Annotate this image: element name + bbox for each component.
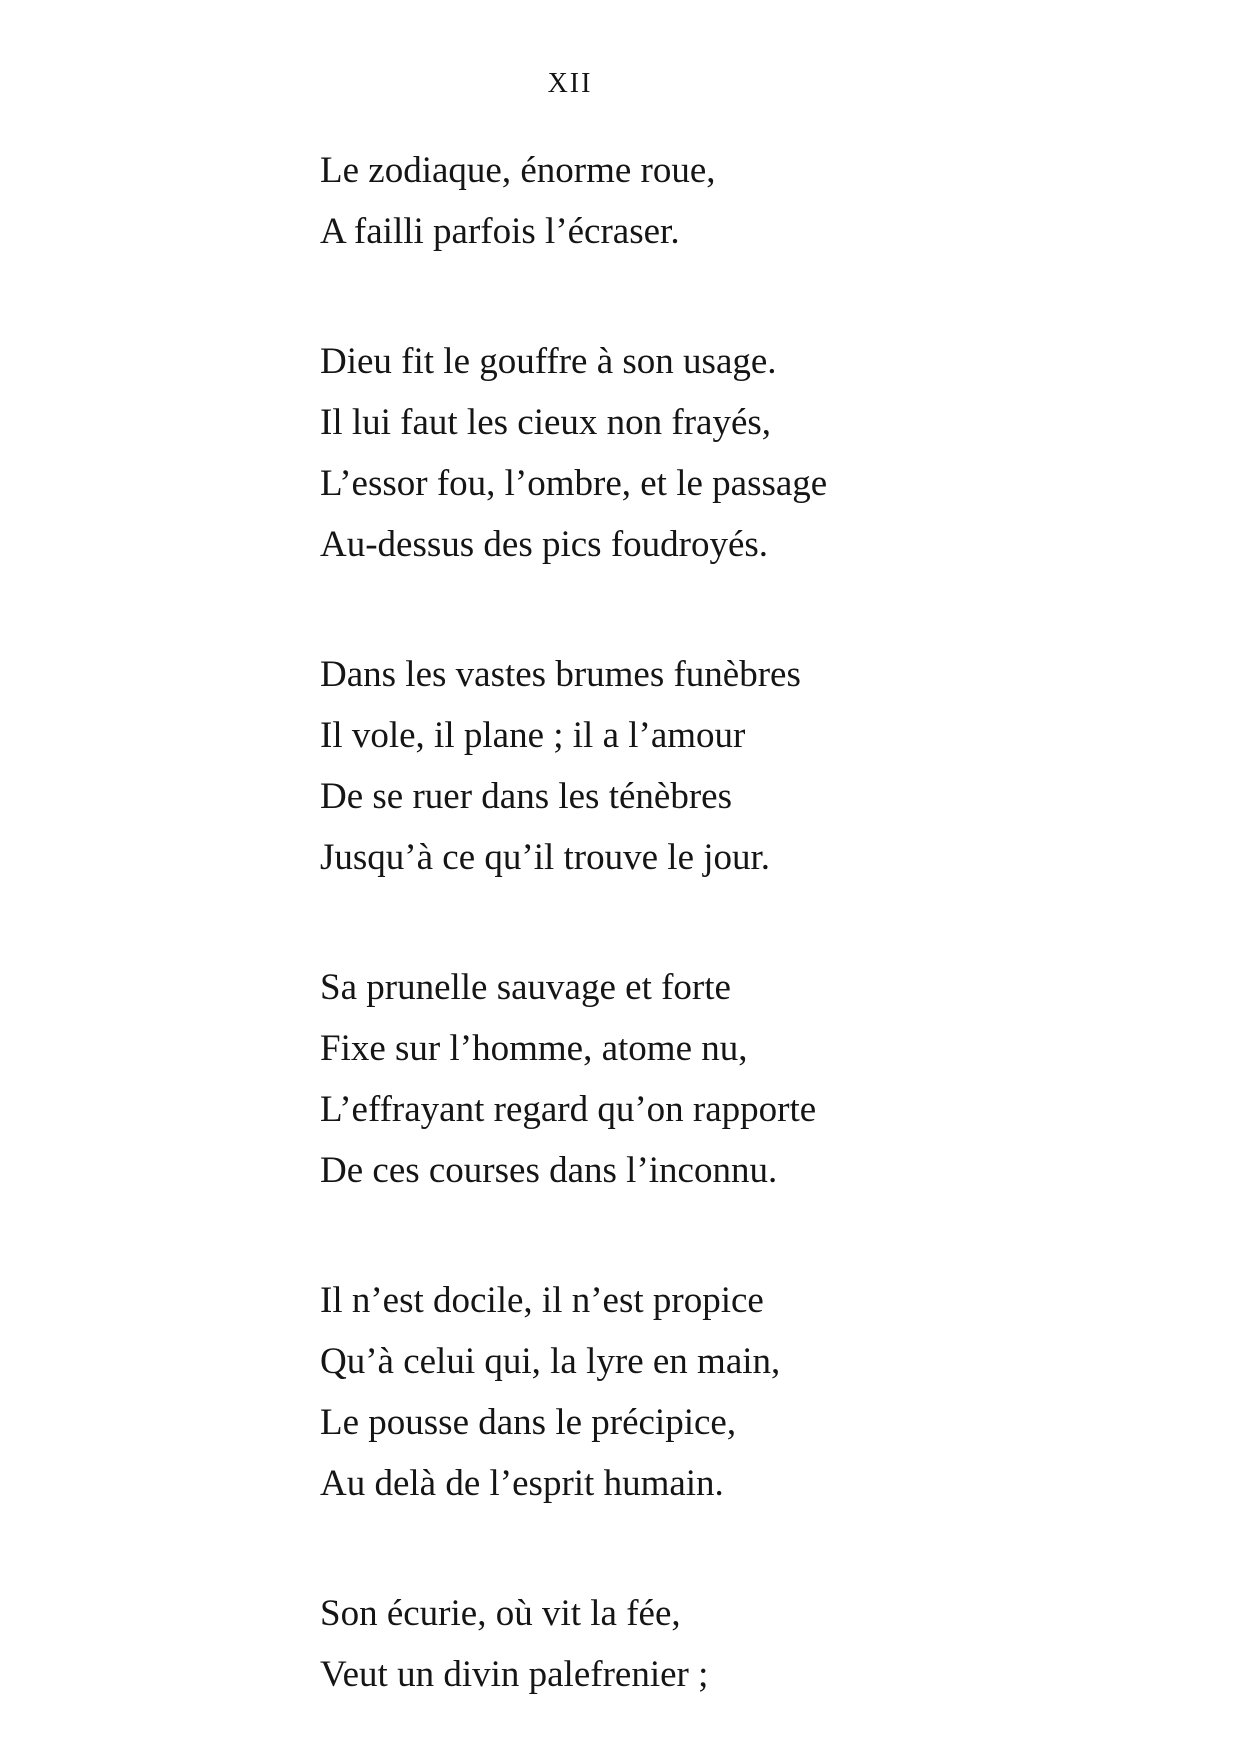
- poem-line: Le zodiaque, énorme roue,: [320, 150, 716, 191]
- poem-line: Fixe sur l’homme, atome nu,: [320, 1028, 748, 1069]
- stanza-2: [320, 331, 1220, 575]
- poem-line: Il n’est docile, il n’est propice: [320, 1280, 764, 1321]
- poem-line: A failli parfois l’écraser.: [320, 211, 680, 252]
- stanza-3: [320, 644, 1220, 888]
- poem-line: Il lui faut les cieux non frayés,: [320, 402, 772, 443]
- page-number: XII: [547, 68, 593, 99]
- stanza-4: [320, 957, 1220, 1201]
- stanza-6: [320, 1583, 1220, 1705]
- poem-line: Au-dessus des pics foudroyés.: [320, 524, 769, 565]
- poem-line: Le pousse dans le précipice,: [320, 1402, 737, 1443]
- poem-line: Son écurie, où vit la fée,: [320, 1593, 681, 1634]
- poem-line: L’essor fou, l’ombre, et le passage: [320, 463, 828, 504]
- poem-line: Il vole, il plane ; il a l’amour: [320, 715, 746, 756]
- poem-line: Qu’à celui qui, la lyre en main,: [320, 1341, 781, 1382]
- poem: [320, 140, 1220, 1705]
- poem-line: De ces courses dans l’inconnu.: [320, 1150, 778, 1191]
- poem-line: Au delà de l’esprit humain.: [320, 1463, 724, 1504]
- poem-line: Veut un divin palefrenier ;: [320, 1654, 709, 1695]
- poem-line: De se ruer dans les ténèbres: [320, 776, 732, 817]
- poem-line: Jusqu’à ce qu’il trouve le jour.: [320, 837, 771, 878]
- poem-line: Dieu fit le gouffre à son usage.: [320, 341, 777, 382]
- stanza-1: [320, 140, 1220, 262]
- poem-line: Sa prunelle sauvage et forte: [320, 967, 731, 1008]
- poem-line: Dans les vastes brumes funèbres: [320, 654, 801, 695]
- stanza-5: [320, 1270, 1220, 1514]
- poem-line: L’effrayant regard qu’on rapporte: [320, 1089, 817, 1130]
